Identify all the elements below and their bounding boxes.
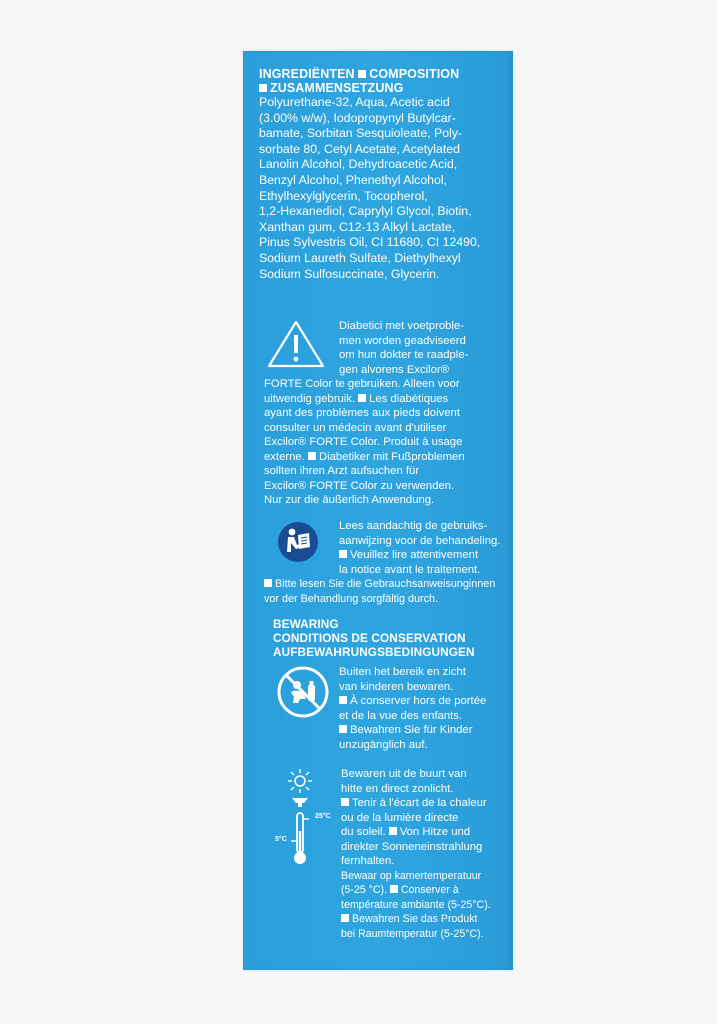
ingredients-line: Sodium Laureth Sulfate, Diethylhexyl bbox=[259, 250, 461, 265]
warning-line: externe. bbox=[264, 450, 305, 463]
separator-square bbox=[389, 827, 397, 835]
ingredients-list bbox=[259, 95, 480, 282]
warning-text-top bbox=[339, 319, 468, 377]
sun-line: hitte en direct zonlicht. bbox=[341, 782, 454, 795]
children-line: Buiten het bereik en zicht bbox=[339, 666, 466, 678]
warning-text-bottom bbox=[264, 377, 465, 508]
storage-heading-fr: CONDITIONS DE CONSERVATION bbox=[273, 631, 466, 645]
warning-line: Excilor® FORTE Color. Produit à usage bbox=[264, 436, 463, 448]
ingredients-line: (3.00% w/w), Iodopropynyl Butylcar- bbox=[259, 110, 456, 125]
ingredients-line: Benzyl Alcohol, Phenethyl Alcohol, bbox=[259, 172, 447, 187]
warning-line: FORTE Color te gebruiken. Alleen voor bbox=[264, 378, 460, 390]
instructions-line: la notice avant le traitement. bbox=[339, 563, 481, 576]
ingredients-line: Lanolin Alcohol, Dehydroacetic Acid, bbox=[259, 157, 458, 172]
children-line: Bewahren Sie für Kinder bbox=[350, 724, 473, 736]
read-manual-icon bbox=[277, 521, 319, 563]
storage-text bbox=[341, 767, 491, 941]
separator-square bbox=[339, 550, 347, 558]
ingredients-line: Polyurethane-32, Aqua, Acetic acid bbox=[259, 95, 450, 109]
children-line: unzugänglich auf. bbox=[339, 738, 428, 751]
read-instructions-text-bottom bbox=[264, 577, 495, 606]
temp-line: Bewahren Sie das Produkt bbox=[352, 913, 478, 925]
separator-square bbox=[390, 885, 398, 893]
separator-square bbox=[358, 70, 366, 78]
warning-line: men worden geadviseerd bbox=[339, 334, 466, 347]
ingredients-line: Sodium Sulfosuccinate, Glycerin. bbox=[259, 266, 440, 281]
instructions-line: aanwijzing voor de behandeling. bbox=[339, 534, 501, 547]
temp-line: température ambiante (5-25°C). bbox=[341, 898, 491, 911]
warning-line: Excilor® FORTE Color zu verwenden. bbox=[264, 479, 455, 492]
temp-high-label: 25°C bbox=[315, 813, 331, 820]
read-instructions-text-top bbox=[339, 519, 500, 577]
keep-away-from-children-icon bbox=[276, 665, 330, 719]
warning-line: uitwendig gebruik. bbox=[264, 392, 356, 405]
sun-line: Bewaren uit de buurt van bbox=[341, 768, 467, 780]
temp-line: Bewaar op kamertemperatuur bbox=[341, 869, 482, 882]
separator-square bbox=[341, 914, 349, 922]
heading-de: ZUSAMMENSETZUNG bbox=[270, 81, 404, 95]
ingredients-line: Ethylhexylglycerin, Tocopherol, bbox=[259, 188, 428, 203]
ingredients-line: sorbate 80, Cetyl Acetate, Acetylated bbox=[259, 141, 460, 156]
instructions-line: Bitte lesen Sie die Gebrauchsanweisunginnen bbox=[275, 578, 496, 590]
children-warning-text bbox=[339, 665, 486, 752]
warning-line: ayant des problèmes aux pieds doivent bbox=[264, 407, 460, 419]
warning-line: om hun dokter te raadple- bbox=[339, 349, 469, 361]
warning-triangle-icon bbox=[266, 319, 326, 369]
sun-line: Von Hitze und bbox=[399, 826, 471, 838]
sun-line: Tenir à l'écart de la chaleur bbox=[352, 797, 487, 809]
separator-square bbox=[339, 725, 347, 733]
separator-square bbox=[264, 579, 272, 587]
separator-square bbox=[341, 798, 349, 806]
children-line: À conserver hors de portée bbox=[350, 695, 487, 707]
warning-line: Diabetici met voetproble- bbox=[339, 320, 464, 332]
temp-line: Conserver à bbox=[401, 884, 459, 896]
temp-line: (5-25 °C). bbox=[341, 884, 388, 896]
heading-nl: INGREDIËNTEN bbox=[259, 67, 355, 81]
ingredients-line: Pinus Sylvestris Oil, CI 11680, CI 12490, bbox=[259, 235, 481, 250]
instructions-line: Lees aandachtig de gebruiks- bbox=[339, 520, 488, 532]
sun-line: du soleil. bbox=[341, 826, 386, 838]
separator-square bbox=[339, 696, 347, 704]
storage-heading bbox=[273, 617, 475, 659]
warning-line: consulter un médecin avant d'utiliser bbox=[264, 421, 447, 434]
warning-line: Nur zur die äußerlich Anwendung. bbox=[264, 494, 435, 506]
warning-line: gen alvorens Excilor® bbox=[339, 363, 450, 376]
sun-line: fernhalten. bbox=[341, 855, 395, 867]
temp-low-label: 5°C bbox=[275, 836, 287, 843]
heading-fr: COMPOSITION bbox=[369, 67, 460, 81]
instructions-line: Veuillez lire attentivement bbox=[350, 549, 479, 561]
no-sunlight-icon bbox=[283, 767, 317, 807]
package-side-panel bbox=[243, 51, 513, 970]
warning-line: Diabetiker mit Fußproblemen bbox=[318, 450, 465, 463]
children-line: van kinderen bewaren. bbox=[339, 680, 454, 693]
storage-heading-de: AUFBEWAHRUNGSBEDINGUNGEN bbox=[273, 645, 475, 659]
separator-square bbox=[259, 84, 267, 92]
children-line: et de la vue des enfants. bbox=[339, 709, 463, 722]
separator-square bbox=[308, 452, 316, 460]
ingredients-heading bbox=[259, 67, 459, 95]
sun-line: direkter Sonneneinstrahlung bbox=[341, 840, 483, 853]
ingredients-line: bamate, Sorbitan Sesquioleate, Poly- bbox=[259, 126, 463, 141]
sun-line: ou de la lumière directe bbox=[341, 811, 459, 824]
ingredients-line: 1,2-Hexanediol, Caprylyl Glycol, Biotin, bbox=[259, 204, 472, 219]
storage-heading-nl: BEWARING bbox=[273, 617, 339, 631]
separator-square bbox=[358, 394, 366, 402]
instructions-line: vor der Behandlung sorgfältig durch. bbox=[264, 592, 439, 605]
temp-line: bei Raumtemperatur (5-25°C). bbox=[341, 927, 484, 940]
ingredients-line: Xanthan gum, C12-13 Alkyl Lactate, bbox=[259, 219, 456, 234]
warning-line: sollten ihren Arzt aufsuchen für bbox=[264, 465, 420, 477]
warning-line: Les diabétiques bbox=[369, 392, 449, 405]
